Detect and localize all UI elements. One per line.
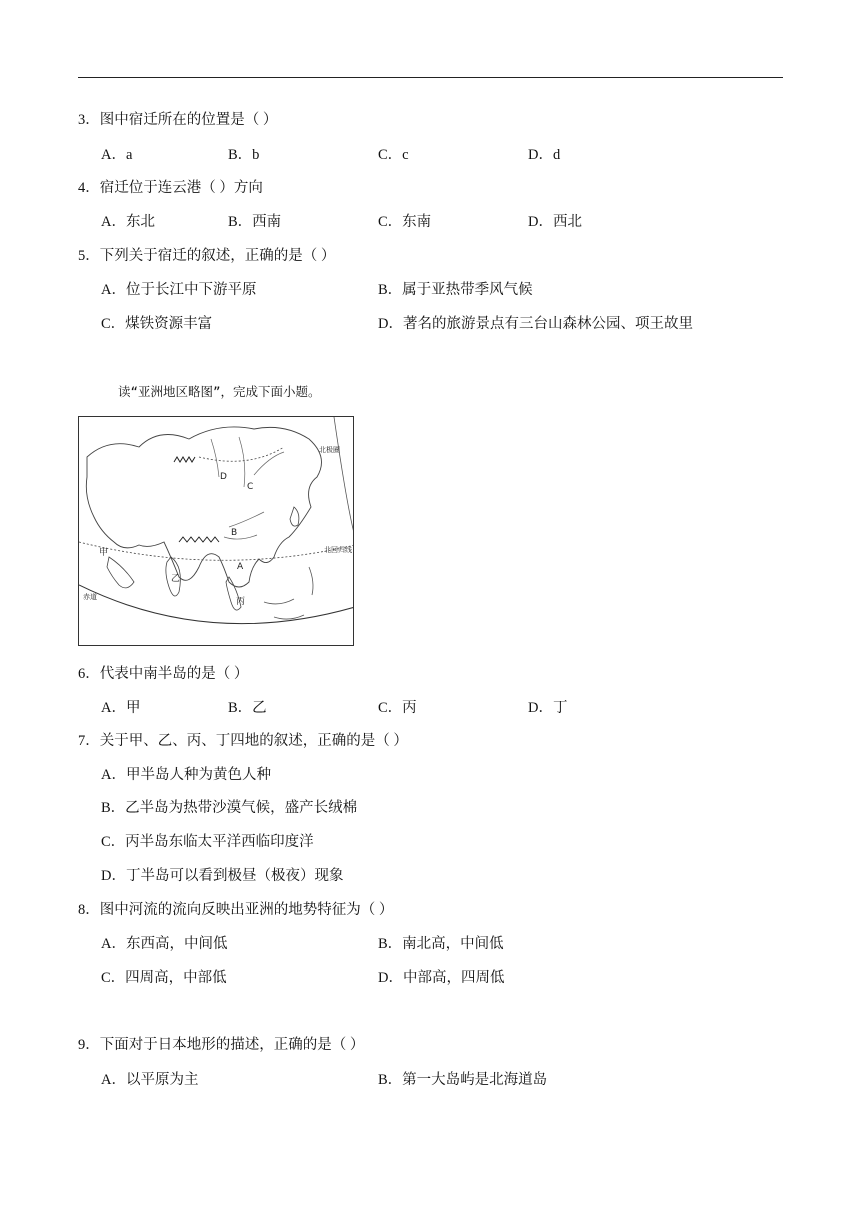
question-6-option-b[interactable]: B．乙 bbox=[228, 700, 267, 716]
question-6-option-d[interactable]: D．丁 bbox=[528, 700, 568, 716]
question-3-stem: 3．图中宿迁所在的位置是（ ） bbox=[78, 112, 278, 128]
asia-outline bbox=[86, 427, 321, 587]
question-3-option-b[interactable]: B．b bbox=[228, 147, 260, 163]
arctic-circle-line bbox=[199, 447, 284, 461]
question-7-option-a[interactable]: A．甲半岛人种为黄色人种 bbox=[101, 767, 271, 783]
southeast-asian-islands bbox=[264, 567, 313, 619]
question-8-option-b[interactable]: B．南北高，中间低 bbox=[378, 936, 504, 952]
question-6-option-c[interactable]: C．丙 bbox=[378, 700, 417, 716]
question-6-option-a[interactable]: A．甲 bbox=[101, 700, 141, 716]
map-label-yi: 乙 bbox=[171, 574, 181, 584]
map-label-equator: 赤道 bbox=[83, 593, 97, 601]
asia-map bbox=[78, 416, 354, 646]
map-label-bing: 丙 bbox=[236, 597, 246, 607]
asia-map-drawing bbox=[79, 417, 354, 646]
question-7-stem: 7．关于甲、乙、丙、丁四地的叙述，正确的是（ ） bbox=[78, 733, 408, 749]
question-5-option-c[interactable]: C．煤铁资源丰富 bbox=[101, 316, 213, 332]
question-9-option-b[interactable]: B．第一大岛屿是北海道岛 bbox=[378, 1072, 548, 1088]
question-4-option-a[interactable]: A．东北 bbox=[101, 214, 155, 230]
map-label-arctic: 北极圈 bbox=[319, 446, 340, 454]
question-5-stem: 5．下列关于宿迁的叙述，正确的是（ ） bbox=[78, 248, 336, 264]
question-4-stem: 4．宿迁位于连云港（ ）方向 bbox=[78, 180, 263, 196]
tropic-line bbox=[79, 542, 354, 560]
question-8-option-d[interactable]: D．中部高，四周低 bbox=[378, 970, 505, 986]
question-4-option-b[interactable]: B．西南 bbox=[228, 214, 282, 230]
map-intro: 读“亚洲地区略图”，完成下面小题。 bbox=[118, 384, 321, 399]
question-8-stem: 8．图中河流的流向反映出亚洲的地势特征为（ ） bbox=[78, 902, 394, 918]
map-label-jia: 甲 bbox=[99, 548, 109, 558]
map-label-a: A bbox=[237, 562, 244, 572]
question-6-stem: 6．代表中南半岛的是（ ） bbox=[78, 666, 249, 682]
himalaya-mountains bbox=[179, 537, 219, 542]
ural-mountains bbox=[174, 457, 195, 462]
question-9-stem: 9．下面对于日本地形的描述，正确的是（ ） bbox=[78, 1037, 365, 1053]
question-4-option-c[interactable]: C．东南 bbox=[378, 214, 432, 230]
question-5-option-b[interactable]: B．属于亚热带季风气候 bbox=[378, 282, 533, 298]
question-3-option-c[interactable]: C．c bbox=[378, 147, 409, 163]
question-3-option-d[interactable]: D．d bbox=[528, 147, 561, 163]
question-7-option-c[interactable]: C．丙半岛东临太平洋西临印度洋 bbox=[101, 834, 314, 850]
question-3-option-a[interactable]: A．a bbox=[101, 147, 133, 163]
arabian-peninsula bbox=[107, 557, 134, 588]
map-label-b: B bbox=[231, 528, 238, 538]
question-4-option-d[interactable]: D．西北 bbox=[528, 214, 582, 230]
question-9-option-a[interactable]: A．以平原为主 bbox=[101, 1072, 199, 1088]
question-7-option-d[interactable]: D．丁半岛可以看到极昼（极夜）现象 bbox=[101, 868, 344, 884]
question-5-option-a[interactable]: A．位于长江中下游平原 bbox=[101, 282, 257, 298]
question-8-option-a[interactable]: A．东西高，中间低 bbox=[101, 936, 228, 952]
map-label-tropic: 北回归线 bbox=[324, 546, 352, 554]
question-5-option-d[interactable]: D．著名的旅游景点有三台山森林公园、项王故里 bbox=[378, 316, 693, 332]
question-8-option-c[interactable]: C．四周高，中部低 bbox=[101, 970, 227, 986]
header-rule bbox=[78, 77, 783, 78]
question-7-option-b[interactable]: B．乙半岛为热带沙漠气候，盛产长绒棉 bbox=[101, 800, 358, 816]
meridian-arc bbox=[334, 417, 354, 537]
japan-islands bbox=[290, 507, 299, 526]
map-label-c: C bbox=[247, 482, 254, 492]
map-label-d: D bbox=[220, 472, 227, 482]
